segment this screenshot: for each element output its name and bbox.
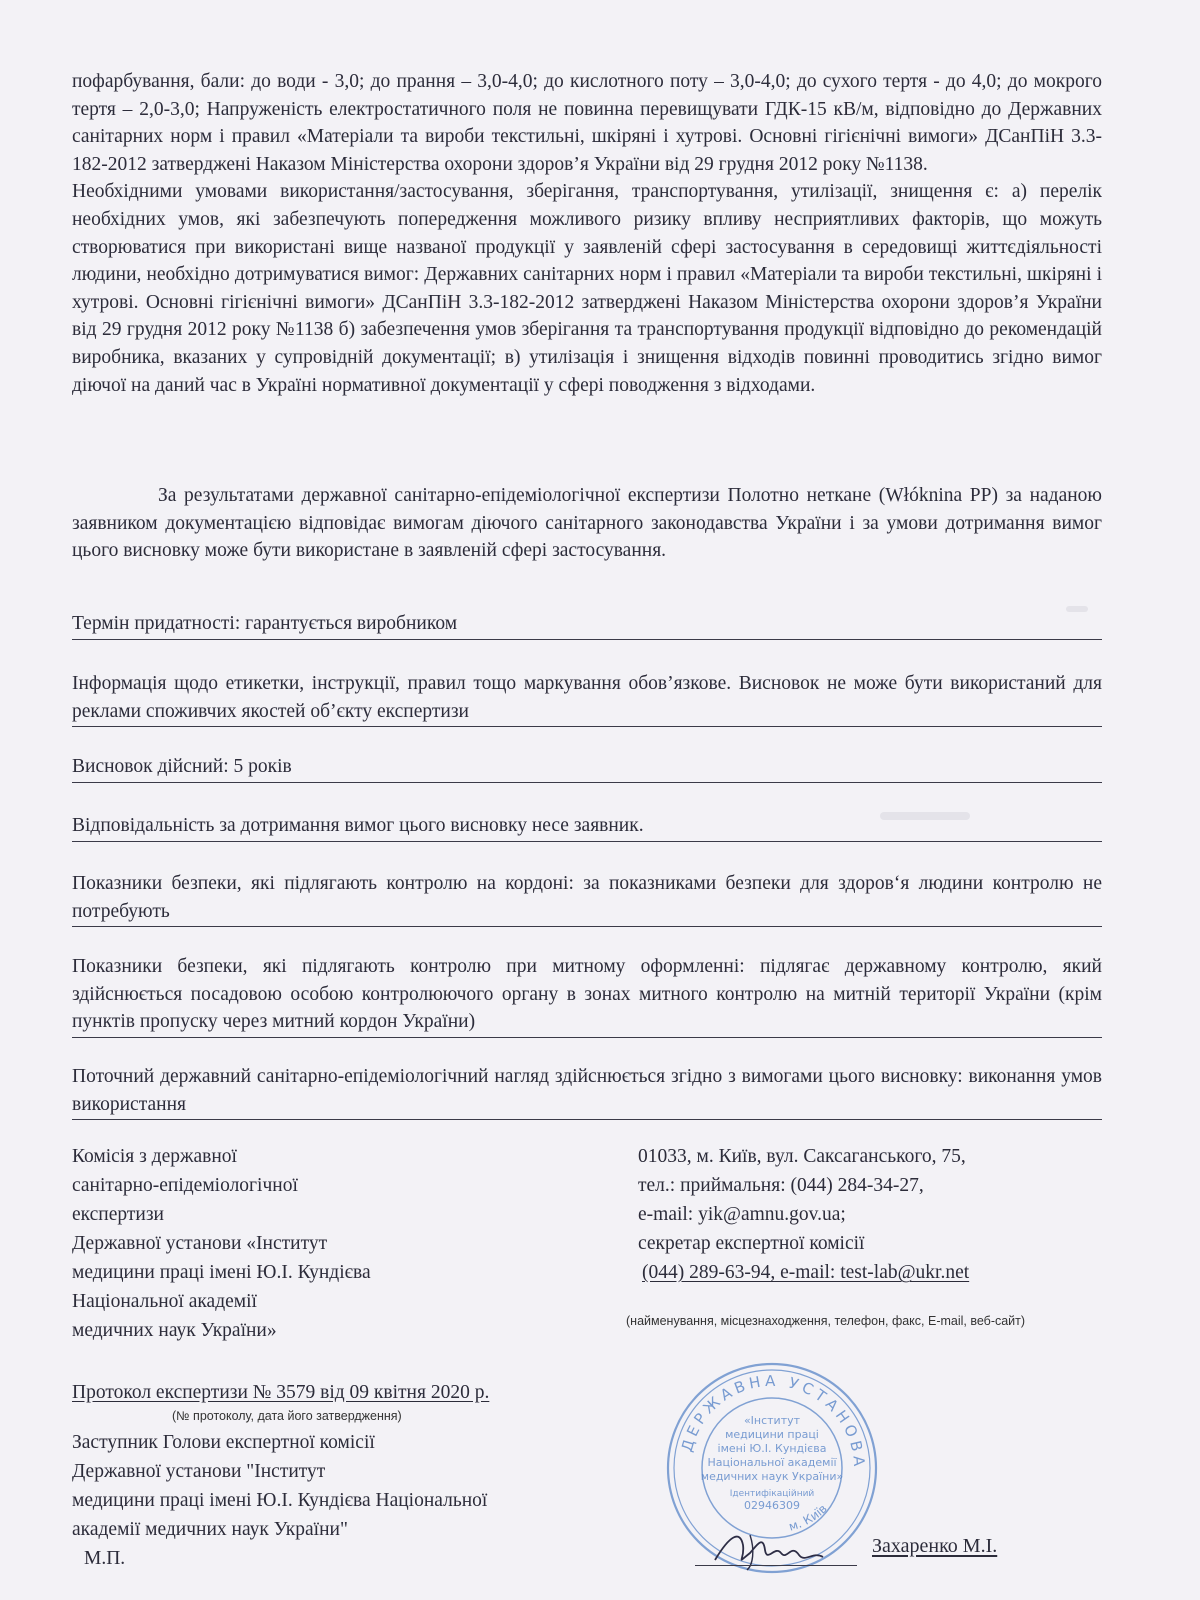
secretary-line: секретар експертної комісії: [638, 1233, 865, 1254]
svg-text:02946309: 02946309: [744, 1499, 800, 1512]
protocol-caption: (№ протоколу, дата його затвердження): [172, 1409, 402, 1423]
border-control-field: Показники безпеки, які підлягають контролю на кордоні: за показниками безпеки для здоров‘я людини контролю не потребують: [72, 870, 1102, 927]
stamp-bottom-text: м. Київ: [787, 1501, 830, 1534]
conclusion-block: [72, 482, 1102, 565]
stamp-ring-text: ДЕРЖАВНА УСТАНОВА: [677, 1371, 869, 1471]
paragraph-conclusion: За результатами державної санітарно-епідеміологічної експертизи Полотно неткане (Włóknina PP) за наданою заявником документацією відповідає вимогам діючого санітарного законодавства України і за умови дотримання вимог цього висновку може бути використане в заявленій сфері застосування.: [72, 485, 1102, 562]
signatory-line: медицини праці імені Ю.І. Кундієва Національної: [72, 1490, 488, 1511]
commission-line: медичних наук України»: [72, 1320, 277, 1341]
secretary-contact-line: (044) 289-63-94, e-mail: test-lab@ukr.net: [642, 1262, 970, 1283]
commission-line: Державної установи «Інститут: [72, 1233, 328, 1254]
signatory-block: [72, 1428, 487, 1573]
protocol-line: Протокол експертизи № 3579 від 09 квітня 2020 р.: [72, 1382, 490, 1403]
labeling-field: Інформація щодо етикетки, інструкції, правил тощо маркування обов’язкове. Висновок не може бути використаний для реклами споживчих якостей об’єкту експертизи: [72, 670, 1102, 727]
svg-text:медицини праці: медицини праці: [725, 1428, 819, 1441]
paragraph-usage-conditions: Необхідними умовами використання/застосування, зберігання, транспортування, утилізації, знищення є: а) перелік необхідних умов, які забезпечують попередження можливого ризику впливу несприятливих факторів, що можуть створюватися при використані вище названої продукції у заявленій сфері застосування в середовищі життєдіяльності людини, необхідно дотримуватися вимог: Державних санітарних норм і правил «Матеріали та вироби текстильні, шкіряні і хутрові. Основні гігієнічні вимоги» ДСанПіН 3.3-182-2012 затверджені Наказом Міністерства охорони здоров’я України від 29 грудня 2012 року №1138 б) забезпечення умов зберігання та транспортування продукції відповідно до рекомендацій виробника, вказаних у супровідній документації; в) утилізація і знищення відходів повинні проводитись згідно вимог діючої на даний час в Україні нормативної документації у сфері поводження з відходами.: [72, 181, 1102, 396]
signatory-line: академії медичних наук України": [72, 1519, 348, 1540]
commission-line: експертизи: [72, 1204, 164, 1225]
validity-field: Висновок дійсний: 5 років: [72, 753, 1102, 783]
requirements-text: [72, 68, 1102, 399]
svg-text:Національної академії: Національної академії: [707, 1456, 837, 1469]
seal-place-label: М.П.: [84, 1548, 126, 1569]
svg-text:медичних наук України»: медичних наук України»: [700, 1470, 844, 1483]
signatory-name: Захаренко М.І.: [872, 1535, 998, 1557]
svg-text:імені Ю.І. Кундієва: імені Ю.І. Кундієва: [717, 1442, 827, 1455]
commission-line: санітарно-епідеміологічної: [72, 1175, 298, 1196]
commission-name: [72, 1142, 371, 1345]
handwritten-signature: [695, 1515, 845, 1575]
commission-line: Національної академії: [72, 1291, 257, 1312]
svg-text:«Інститут: «Інститут: [743, 1414, 801, 1427]
address-line: 01033, м. Київ, вул. Саксаганського, 75,: [638, 1146, 966, 1167]
responsibility-field: Відповідальність за дотримання вимог цього висновку несе заявник.: [72, 812, 1102, 842]
commission-line: медицини праці імені Ю.І. Кундієва: [72, 1262, 371, 1283]
signatory-line: Державної установи "Інститут: [72, 1461, 326, 1482]
shelf-life-field: Термін придатності: гарантується виробником: [72, 610, 1102, 640]
svg-text:Ідентифікаційний: Ідентифікаційний: [729, 1489, 815, 1499]
paragraph-colorfastness: пофарбування, бали: до води - 3,0; до прання – 3,0-4,0; до кислотного поту – 3,0-4,0; до сухого тертя - до 4,0; до мокрого тертя – 2,0-3,0; Напруженість електростатичного поля не повинна перевищувати ГДК-15 кВ/м, відповідно до Державних санітарних норм і правил «Матеріали та вироби текстильні, шкіряні і хутрові. Основні гігієнічні вимоги» ДСанПіН 3.3-182-2012 затверджені Наказом Міністерства охорони здоров’я України від 29 грудня 2012 року №1138.: [72, 71, 1102, 175]
supervision-field: Поточний державний санітарно-епідеміологічний нагляд здійснюється згідно з вимогами цього висновку: виконання умов використання: [72, 1063, 1102, 1120]
contact-details: [638, 1142, 969, 1287]
signatory-line: Заступник Голови експертної комісії: [72, 1432, 375, 1453]
signature-line: [695, 1565, 857, 1566]
contacts-caption: (найменування, місцезнаходження, телефон, факс, E-mail, веб-сайт): [626, 1314, 1026, 1328]
phone-line: тел.: приймальня: (044) 284-34-27,: [638, 1175, 924, 1196]
email-line: e-mail: yik@amnu.gov.ua;: [638, 1204, 846, 1225]
customs-control-field: Показники безпеки, які підлягають контролю при митному оформленні: підлягає державному контролю, який здійснюється посадовою особою контролюючого органу в зонах митного контролю на митній території України (крім пунктів пропуску через митний кордон України): [72, 953, 1102, 1038]
commission-line: Комісія з державної: [72, 1146, 237, 1167]
